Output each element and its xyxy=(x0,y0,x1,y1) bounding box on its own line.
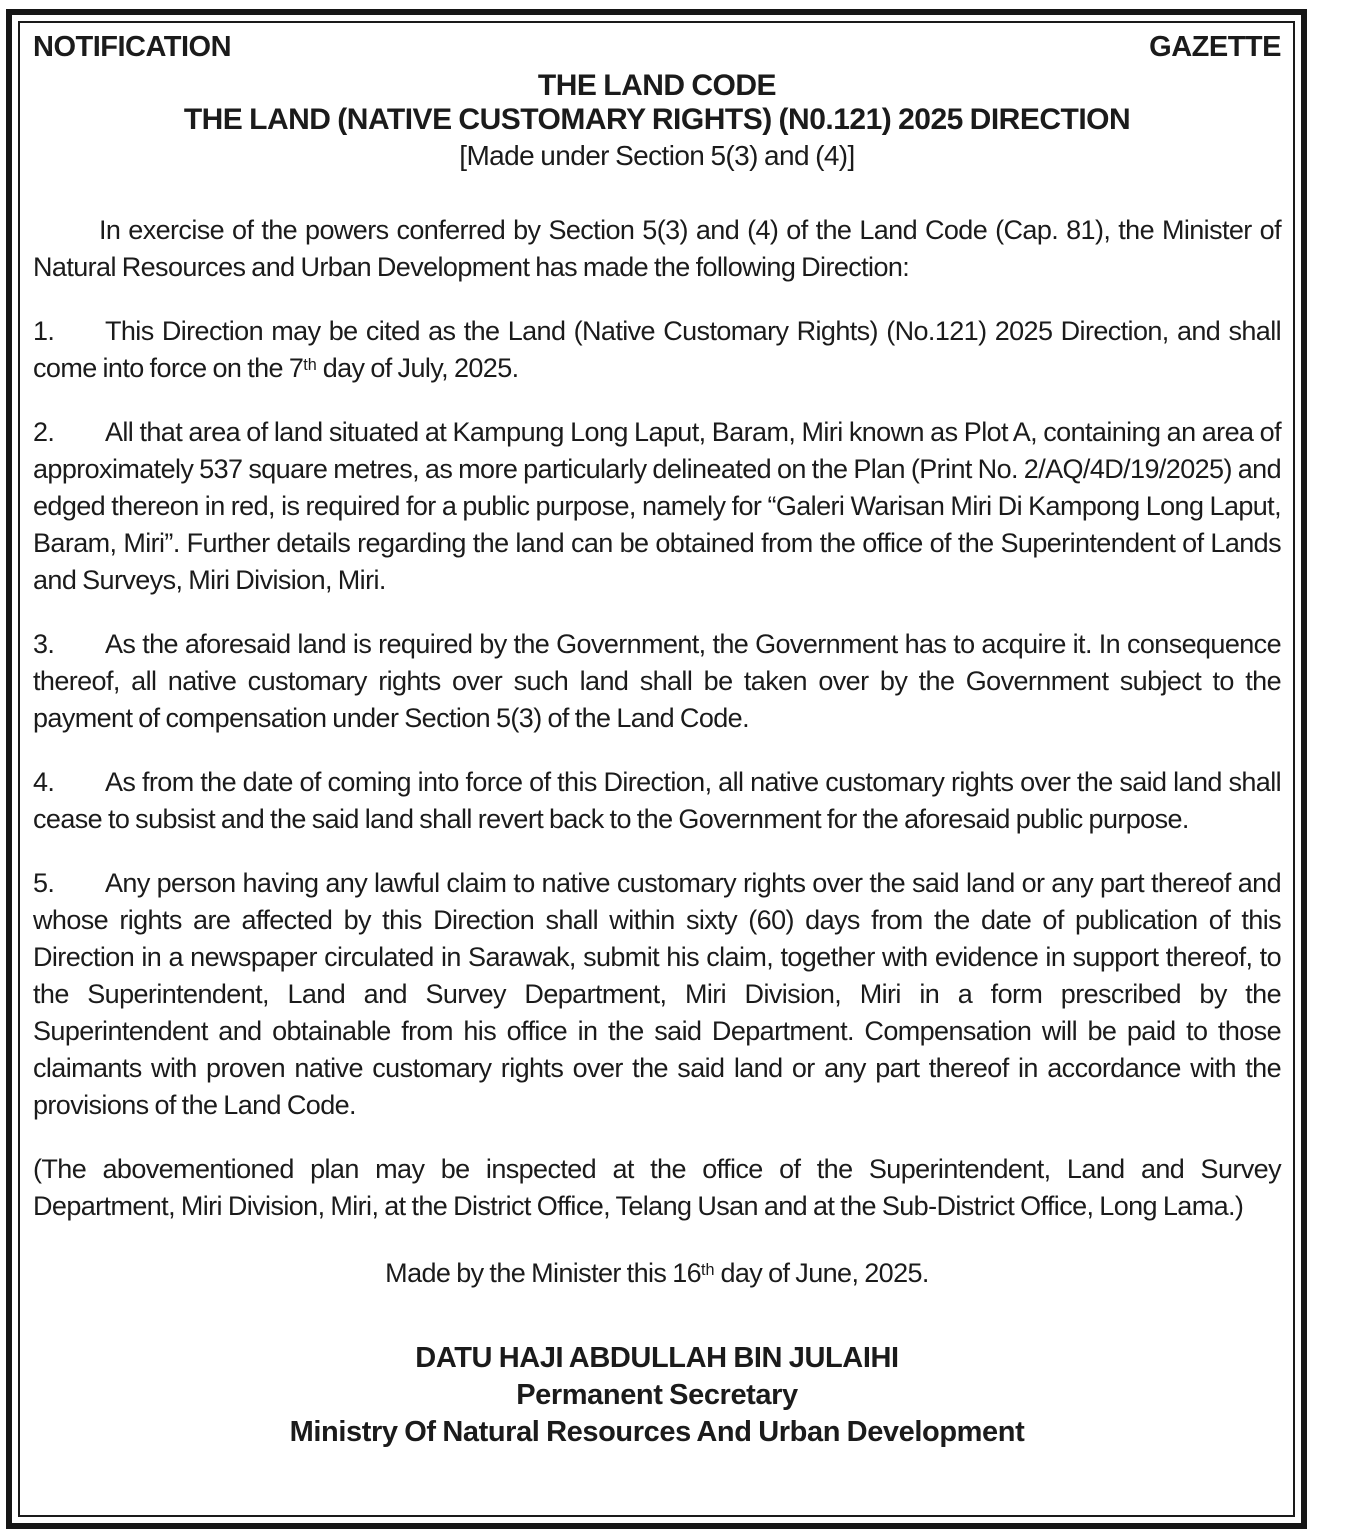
item-number: 2. xyxy=(33,417,55,447)
signatory-title: Permanent Secretary xyxy=(516,1379,798,1411)
direction-item-1 xyxy=(33,313,1281,387)
title-direction: THE LAND (NATIVE CUSTOMARY RIGHTS) (N0.121) 2025 DIRECTION xyxy=(183,103,1131,136)
made-by-line xyxy=(33,1255,1281,1292)
header-row xyxy=(33,29,1281,65)
document-outer-border xyxy=(6,9,1307,1529)
item-text: day of July, 2025. xyxy=(316,353,519,383)
direction-item-3 xyxy=(33,626,1281,737)
item-number: 3. xyxy=(33,629,55,659)
gazette-notice xyxy=(33,29,1281,1451)
item-number: 5. xyxy=(33,868,55,898)
ordinal-suffix: th xyxy=(303,355,317,374)
item-text: This Direction may be cited as the Land (Native Customary Rights) (No.121) 2025 Direction, and shall come into force on the 7 xyxy=(33,316,1281,383)
direction-item-2 xyxy=(33,414,1281,599)
direction-item-5 xyxy=(33,865,1281,1124)
item-text: Any person having any lawful claim to native customary rights over the said land or any part thereof and whose rights are affected by this Direction shall within sixty (60) days from the date of publication of this Direction in a newspaper circulated in Sarawak, submit his claim, together with evidence in support thereof, to the Superintendent, Land and Survey Department, Miri Division, Miri in a form prescribed by the Superintendent and obtainable from his office in the said Department. Compensation will be paid to those claimants with proven native customary rights over the said land or any part thereof in accordance with the provisions of the Land Code. xyxy=(33,868,1281,1120)
ordinal-suffix: th xyxy=(701,1260,715,1279)
signatory-ministry: Ministry Of Natural Resources And Urban Development xyxy=(289,1416,1025,1448)
item-text: All that area of land situated at Kampung Long Laput, Baram, Miri known as Plot A, containing an area of approximately 537 square metres, as more particularly delineated on the Plan (Print No. 2/AQ/4D/19/2025) and edged thereon in red, is required for a public purpose, namely for “Galeri Warisan Miri Di Kampong Long Laput, Baram, Miri”. Further details regarding the land can be obtained from the office of the Superintendent of Lands and Surveys, Miri Division, Miri. xyxy=(33,417,1281,595)
inspection-note: (The abovementioned plan may be inspected at the office of the Superintendent, Land and Survey Department, Miri Division, Miri, at the District Office, Telang Usan and at the Sub-District Office, Long Lama.) xyxy=(33,1154,1281,1221)
intro-paragraph: In exercise of the powers conferred by Section 5(3) and (4) of the Land Code (Cap. 81), the Minister of Natural Resources and Urban Development has made the following Direction: xyxy=(33,215,1281,282)
direction-item-4 xyxy=(33,764,1281,838)
notification-label: NOTIFICATION xyxy=(33,31,232,63)
made-by-text: Made by the Minister this 16 xyxy=(385,1258,702,1288)
made-under-note: [Made under Section 5(3) and (4)] xyxy=(459,140,855,171)
gazette-label: GAZETTE xyxy=(1149,31,1281,63)
document-inner-border xyxy=(18,21,1295,1517)
item-number: 4. xyxy=(33,767,55,797)
item-text: As the aforesaid land is required by the Government, the Government has to acquire it. In consequence thereof, all native customary rights over such land shall be taken over by the Government subject to the payment of compensation under Section 5(3) of the Land Code. xyxy=(33,629,1281,733)
made-by-text: day of June, 2025. xyxy=(714,1258,929,1288)
signatory-name: DATU HAJI ABDULLAH BIN JULAIHI xyxy=(415,1342,899,1374)
signature-block xyxy=(33,1340,1281,1451)
item-text: As from the date of coming into force of this Direction, all native customary rights over the said land shall cease to subsist and the said land shall revert back to the Government for the aforesaid public purpose. xyxy=(33,767,1281,834)
title-land-code: THE LAND CODE xyxy=(537,69,777,102)
item-number: 1. xyxy=(33,316,55,346)
